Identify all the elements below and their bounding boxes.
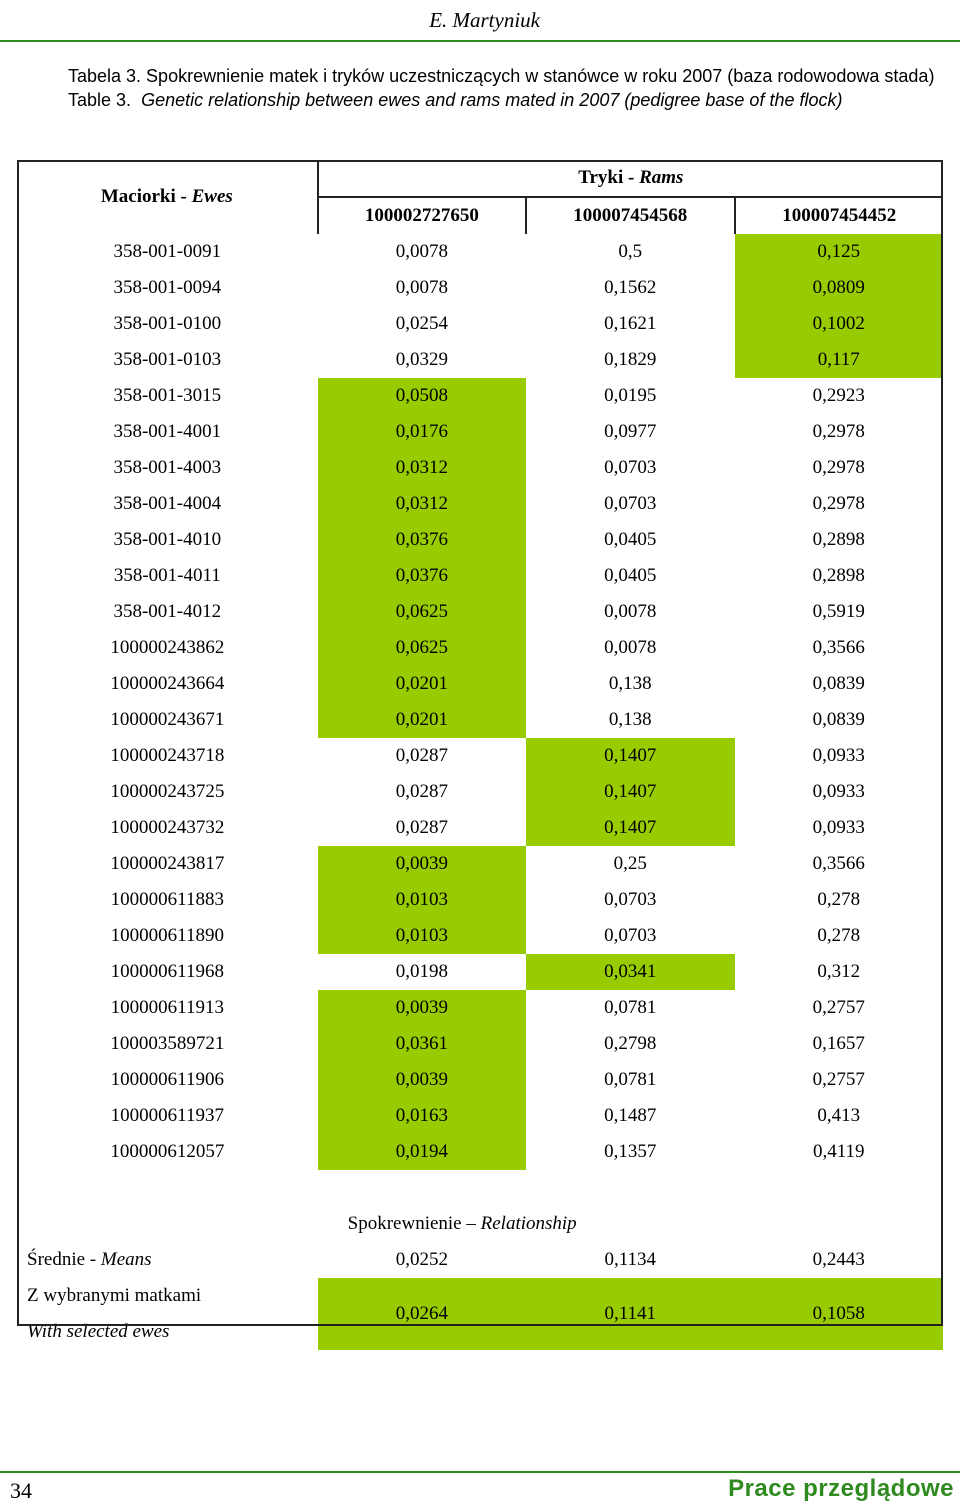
relationship-value: 0,0194 — [318, 1134, 526, 1170]
relationship-value: 0,1487 — [604, 1105, 657, 1126]
relationship-value: 0,0039 — [318, 846, 526, 882]
table-row — [17, 990, 943, 1026]
ewe-id: 100000243862 — [110, 637, 225, 658]
relationship-value: 0,3566 — [812, 853, 865, 874]
relationship-value: 0,0405 — [604, 529, 657, 550]
relationship-value: 0,2798 — [604, 1033, 657, 1054]
ram-id: 100007454452 — [782, 205, 897, 226]
table-row — [17, 1062, 943, 1098]
selected-label-pl: Z wybranymi matkami — [27, 1285, 202, 1306]
table-row — [17, 306, 943, 342]
means-value: 0,0252 — [395, 1249, 448, 1270]
ewes-header-en: Ewes — [191, 186, 233, 207]
relationship-value: 0,0103 — [318, 918, 526, 954]
table-row — [17, 522, 943, 558]
selected-value: 0,1141 — [526, 1278, 734, 1350]
relationship-value: 0,0703 — [604, 925, 657, 946]
table-row — [17, 450, 943, 486]
ewe-id: 100000611883 — [110, 889, 224, 910]
relationship-value: 0,0376 — [318, 558, 526, 594]
relationship-value: 0,1407 — [526, 810, 734, 846]
relationship-value: 0,0376 — [318, 522, 526, 558]
ewe-id: 358-001-4003 — [113, 457, 222, 478]
ewe-id: 100000612057 — [110, 1141, 225, 1162]
relationship-value: 0,0039 — [318, 990, 526, 1026]
relationship-value: 0,0201 — [318, 702, 526, 738]
relationship-value: 0,3566 — [812, 637, 865, 658]
relationship-value: 0,0198 — [395, 961, 448, 982]
relationship-value: 0,0703 — [604, 493, 657, 514]
ewe-id: 358-001-4001 — [113, 421, 222, 442]
relationship-value: 0,2898 — [812, 565, 865, 586]
relationship-value: 0,2898 — [812, 529, 865, 550]
relationship-value: 0,0933 — [812, 781, 865, 802]
relationship-value: 0,0839 — [812, 673, 865, 694]
ewe-id: 358-001-0094 — [113, 277, 222, 298]
relationship-value: 0,0781 — [604, 1069, 657, 1090]
ewe-id: 100000243732 — [110, 817, 225, 838]
page-number: 34 — [10, 1478, 32, 1503]
relationship-value: 0,0405 — [604, 565, 657, 586]
selected-row — [17, 1278, 943, 1350]
relationship-value: 0,2923 — [812, 385, 865, 406]
table-row — [17, 702, 943, 738]
relationship-value: 0,2757 — [812, 1069, 865, 1090]
table-row — [17, 558, 943, 594]
relationship-value: 0,0287 — [395, 817, 448, 838]
relationship-value: 0,0809 — [735, 270, 943, 306]
relationship-value: 0,2978 — [812, 457, 865, 478]
ewe-id: 100000243817 — [110, 853, 225, 874]
ewe-id: 358-001-0103 — [113, 349, 222, 370]
relationship-value: 0,413 — [817, 1105, 861, 1126]
means-row — [17, 1242, 943, 1278]
relationship-value: 0,4119 — [812, 1141, 865, 1162]
table-row — [17, 594, 943, 630]
means-label-pl: Średnie - — [27, 1249, 101, 1270]
table-row — [17, 486, 943, 522]
relationship-value: 0,278 — [817, 889, 861, 910]
relationship-value: 0,1357 — [604, 1141, 657, 1162]
table-row — [17, 666, 943, 702]
ewes-header — [17, 160, 318, 234]
table-row — [17, 342, 943, 378]
relationship-value: 0,0163 — [318, 1098, 526, 1134]
ram-id: 100002727650 — [318, 197, 526, 234]
caption-english — [68, 88, 934, 112]
relationship-value: 0,0195 — [604, 385, 657, 406]
ewe-id: 100000243664 — [110, 673, 225, 694]
relationship-value: 0,0781 — [604, 997, 657, 1018]
relationship-value: 0,25 — [613, 853, 647, 874]
relationship-value: 0,0703 — [604, 889, 657, 910]
relationship-value: 0,278 — [817, 925, 861, 946]
relationship-value: 0,0201 — [318, 666, 526, 702]
relationship-value: 0,1407 — [526, 774, 734, 810]
caption-polish: Tabela 3. Spokrewnienie matek i tryków uczestniczących w stanówce w roku 2007 (baza rodowodowa stada) — [68, 66, 935, 86]
table-row — [17, 234, 943, 270]
relationship-value: 0,1621 — [604, 313, 657, 334]
selected-label — [17, 1278, 318, 1350]
relationship-value: 0,2978 — [812, 493, 865, 514]
selected-label-en: With selected ewes — [27, 1321, 170, 1342]
table-row — [17, 738, 943, 774]
relationship-value: 0,0508 — [318, 378, 526, 414]
table-row — [17, 414, 943, 450]
ewe-id: 100000611906 — [110, 1069, 224, 1090]
footer-rule — [0, 1471, 960, 1473]
relationship-value: 0,2978 — [812, 421, 865, 442]
ewe-id: 358-001-0100 — [113, 313, 222, 334]
ewe-id: 100000611968 — [110, 961, 224, 982]
selected-value: 0,1058 — [735, 1278, 943, 1350]
relationship-value: 0,0287 — [395, 781, 448, 802]
table-row — [17, 1098, 943, 1134]
relationship-value: 0,0312 — [318, 486, 526, 522]
rams-header-pl: Tryki - — [578, 167, 640, 188]
table-row — [17, 846, 943, 882]
ewe-id: 358-001-4012 — [113, 601, 222, 622]
relationship-label — [318, 1206, 943, 1242]
relationship-value: 0,1562 — [604, 277, 657, 298]
relationship-value: 0,117 — [735, 342, 943, 378]
relationship-label-en: Relationship — [480, 1213, 577, 1234]
relationship-value: 0,0977 — [604, 421, 657, 442]
ewe-id: 358-001-0091 — [113, 241, 222, 262]
ewe-id: 100000611913 — [110, 997, 224, 1018]
ewe-id: 100000243671 — [110, 709, 225, 730]
relationship-value: 0,0361 — [318, 1026, 526, 1062]
means-label — [17, 1242, 318, 1278]
ewe-id: 358-001-4010 — [113, 529, 222, 550]
caption-english-text: Genetic relationship between ewes and rams mated in 2007 (pedigree base of the flock) — [141, 90, 843, 110]
relationship-value: 0,1657 — [812, 1033, 865, 1054]
relationship-value: 0,0312 — [318, 450, 526, 486]
table-row — [17, 378, 943, 414]
table-row — [17, 810, 943, 846]
relationship-value: 0,0933 — [812, 817, 865, 838]
ewe-id: 100000243725 — [110, 781, 225, 802]
header-rule — [0, 40, 960, 42]
ewe-id: 358-001-4004 — [113, 493, 222, 514]
table-row — [17, 882, 943, 918]
relationship-table — [17, 160, 943, 1350]
means-value: 0,1134 — [604, 1249, 657, 1270]
relationship-value: 0,1002 — [735, 306, 943, 342]
ewe-id: 100000611937 — [110, 1105, 224, 1126]
table-row — [17, 774, 943, 810]
ewe-id: 100003589721 — [110, 1033, 225, 1054]
ram-id: 100007454568 — [526, 197, 734, 234]
ewe-id: 100000243718 — [110, 745, 225, 766]
relationship-value: 0,5 — [618, 241, 643, 262]
relationship-value: 0,138 — [608, 709, 652, 730]
relationship-value: 0,0176 — [318, 414, 526, 450]
relationship-value: 0,0078 — [604, 601, 657, 622]
relationship-value: 0,0703 — [604, 457, 657, 478]
relationship-value: 0,2757 — [812, 997, 865, 1018]
caption-english-label: Table 3. — [68, 90, 132, 110]
relationship-value: 0,0933 — [812, 745, 865, 766]
means-label-en: Means — [100, 1249, 152, 1270]
relationship-value: 0,0103 — [318, 882, 526, 918]
header-author: E. Martyniuk — [429, 8, 540, 32]
relationship-value: 0,0078 — [604, 637, 657, 658]
relationship-value: 0,125 — [735, 234, 943, 270]
relationship-value: 0,0625 — [318, 630, 526, 666]
relationship-value: 0,0039 — [318, 1062, 526, 1098]
relationship-value: 0,1829 — [604, 349, 657, 370]
ewe-id: 358-001-3015 — [113, 385, 222, 406]
relationship-value: 0,0839 — [812, 709, 865, 730]
table-row — [17, 918, 943, 954]
table-row — [17, 630, 943, 666]
table-row — [17, 270, 943, 306]
relationship-value: 0,0329 — [395, 349, 448, 370]
ewe-id: 100000611890 — [110, 925, 224, 946]
ewes-header-pl: Maciorki - — [100, 186, 192, 207]
table-row — [17, 954, 943, 990]
journal-section-title: Prace przeglądowe — [728, 1475, 954, 1502]
relationship-value: 0,1407 — [526, 738, 734, 774]
relationship-value: 0,0254 — [395, 313, 448, 334]
relationship-value: 0,5919 — [812, 601, 865, 622]
relationship-value: 0,0078 — [395, 241, 448, 262]
table-caption — [68, 64, 934, 112]
ewe-id: 358-001-4011 — [113, 565, 221, 586]
rams-header-en: Rams — [639, 167, 684, 188]
selected-value: 0,0264 — [318, 1278, 526, 1350]
relationship-value: 0,138 — [608, 673, 652, 694]
table-row — [17, 1026, 943, 1062]
relationship-value: 0,0287 — [395, 745, 448, 766]
relationship-value: 0,0625 — [318, 594, 526, 630]
relationship-value: 0,312 — [817, 961, 861, 982]
relationship-value: 0,0078 — [395, 277, 448, 298]
table-row — [17, 1134, 943, 1170]
relationship-label-pl: Spokrewnienie – — [347, 1213, 481, 1234]
rams-header — [318, 160, 943, 197]
relationship-value: 0,0341 — [526, 954, 734, 990]
means-value: 0,2443 — [812, 1249, 865, 1270]
